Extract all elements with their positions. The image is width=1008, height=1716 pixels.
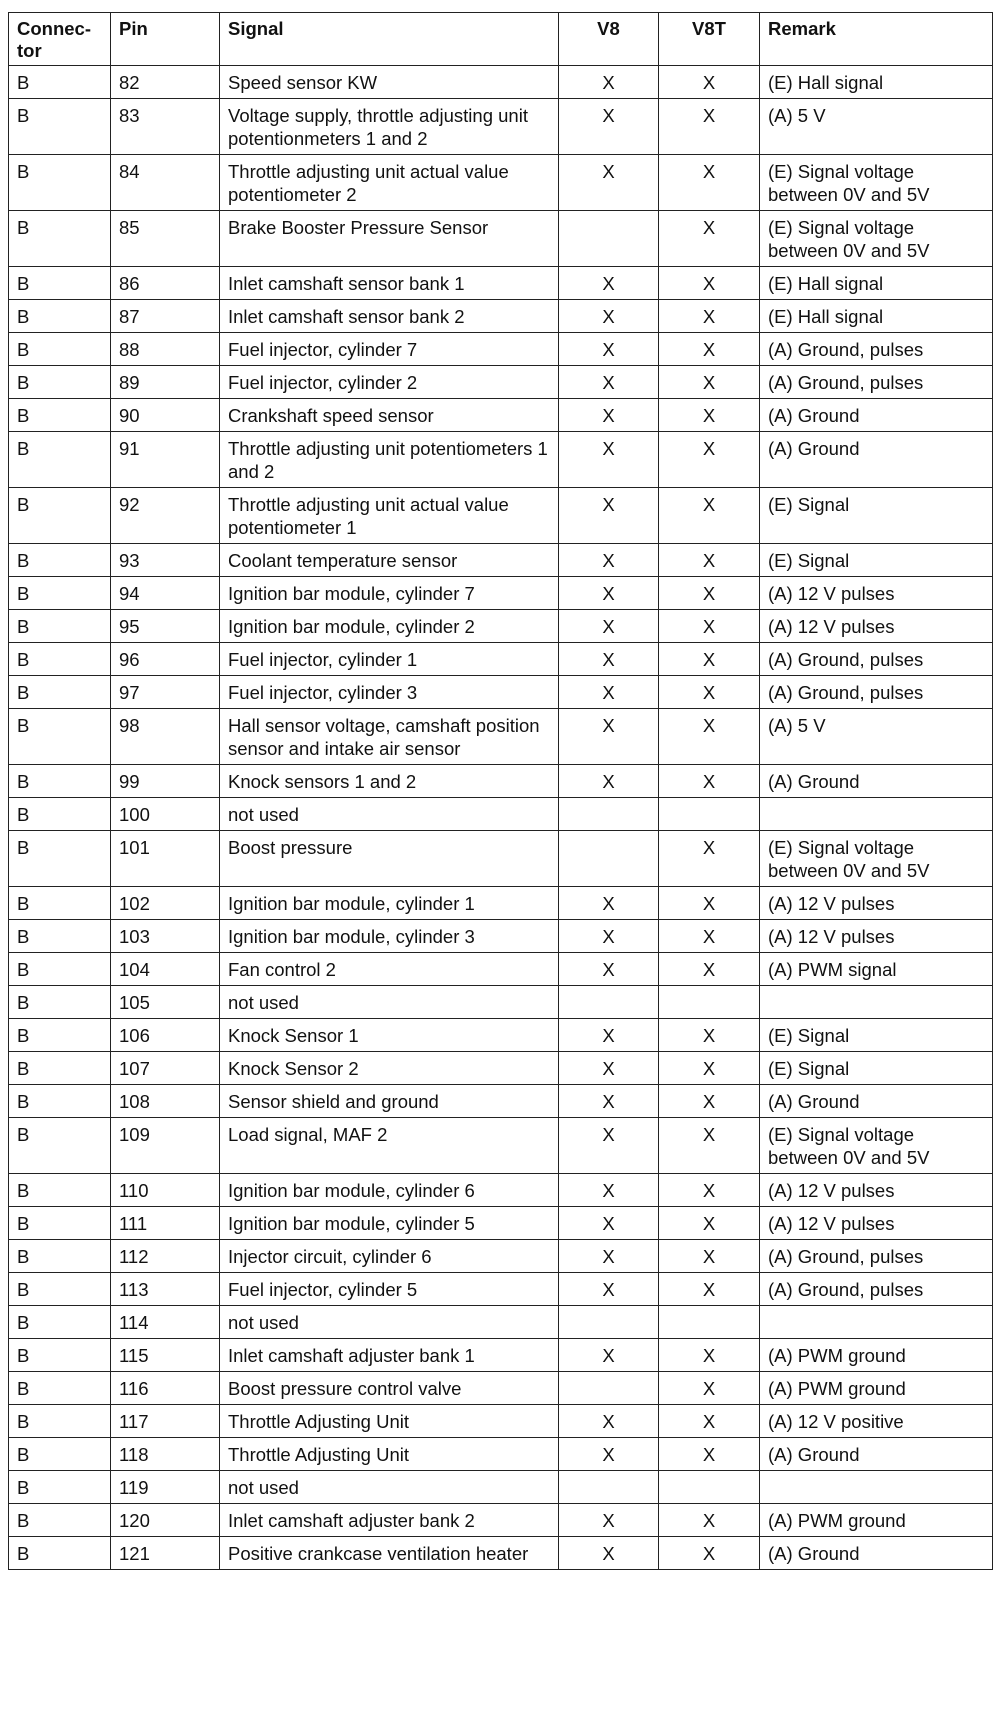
cell-remark: (A) Ground: [760, 1537, 993, 1570]
cell-v8: X: [559, 1537, 659, 1570]
cell-connector: B: [9, 1118, 111, 1174]
table-row: [9, 1471, 993, 1504]
cell-remark: (A) 12 V pulses: [760, 920, 993, 953]
cell-connector: B: [9, 831, 111, 887]
cell-v8t: [659, 986, 760, 1019]
cell-signal: Knock sensors 1 and 2: [220, 765, 559, 798]
cell-connector: B: [9, 1504, 111, 1537]
cell-connector: B: [9, 920, 111, 953]
cell-connector: B: [9, 1537, 111, 1570]
cell-remark: (A) PWM ground: [760, 1372, 993, 1405]
cell-pin: 106: [111, 1019, 220, 1052]
cell-signal: Positive crankcase ventilation heater: [220, 1537, 559, 1570]
cell-v8t: X: [659, 1019, 760, 1052]
cell-v8t: X: [659, 366, 760, 399]
cell-v8t: X: [659, 1118, 760, 1174]
cell-connector: B: [9, 1471, 111, 1504]
table-row: [9, 1372, 993, 1405]
cell-signal: Ignition bar module, cylinder 6: [220, 1174, 559, 1207]
cell-remark: (A) Ground, pulses: [760, 1273, 993, 1306]
table-row: [9, 1405, 993, 1438]
cell-v8: X: [559, 488, 659, 544]
cell-v8: X: [559, 1438, 659, 1471]
cell-v8t: X: [659, 1052, 760, 1085]
cell-v8t: X: [659, 1240, 760, 1273]
cell-remark: (A) Ground, pulses: [760, 1240, 993, 1273]
cell-connector: B: [9, 155, 111, 211]
cell-v8: X: [559, 99, 659, 155]
cell-v8t: [659, 1306, 760, 1339]
cell-connector: B: [9, 643, 111, 676]
cell-signal: Fuel injector, cylinder 7: [220, 333, 559, 366]
cell-v8: X: [559, 1174, 659, 1207]
table-row: [9, 399, 993, 432]
table-row: [9, 765, 993, 798]
cell-remark: (A) 5 V: [760, 709, 993, 765]
cell-remark: (E) Signal: [760, 1019, 993, 1052]
cell-pin: 102: [111, 887, 220, 920]
table-row: [9, 1504, 993, 1537]
table-row: [9, 1019, 993, 1052]
cell-connector: B: [9, 1085, 111, 1118]
cell-v8: [559, 1372, 659, 1405]
cell-v8t: X: [659, 488, 760, 544]
table-row: [9, 1537, 993, 1570]
cell-signal: not used: [220, 1471, 559, 1504]
cell-remark: (E) Hall signal: [760, 66, 993, 99]
cell-v8: X: [559, 1240, 659, 1273]
cell-remark: [760, 1471, 993, 1504]
cell-v8t: X: [659, 643, 760, 676]
cell-connector: B: [9, 267, 111, 300]
cell-v8: X: [559, 1019, 659, 1052]
header-pin: Pin: [111, 13, 220, 66]
cell-pin: 87: [111, 300, 220, 333]
cell-v8: X: [559, 1118, 659, 1174]
table-row: [9, 986, 993, 1019]
cell-connector: B: [9, 1273, 111, 1306]
cell-v8: [559, 831, 659, 887]
cell-remark: (A) 12 V pulses: [760, 577, 993, 610]
cell-signal: Load signal, MAF 2: [220, 1118, 559, 1174]
cell-v8: X: [559, 920, 659, 953]
cell-v8: X: [559, 1504, 659, 1537]
cell-pin: 113: [111, 1273, 220, 1306]
cell-connector: B: [9, 1306, 111, 1339]
cell-remark: (E) Signal: [760, 1052, 993, 1085]
table-row: [9, 366, 993, 399]
cell-signal: Throttle adjusting unit potentiometers 1 and 2: [220, 432, 559, 488]
cell-remark: [760, 1306, 993, 1339]
cell-remark: (E) Signal voltage between 0V and 5V: [760, 831, 993, 887]
cell-connector: B: [9, 1240, 111, 1273]
cell-remark: (A) 12 V pulses: [760, 1207, 993, 1240]
cell-v8: X: [559, 1085, 659, 1118]
cell-connector: B: [9, 887, 111, 920]
cell-connector: B: [9, 1438, 111, 1471]
cell-v8: X: [559, 610, 659, 643]
cell-v8t: X: [659, 920, 760, 953]
cell-connector: B: [9, 798, 111, 831]
cell-connector: B: [9, 300, 111, 333]
table-row: [9, 155, 993, 211]
cell-v8t: X: [659, 1339, 760, 1372]
cell-pin: 109: [111, 1118, 220, 1174]
cell-connector: B: [9, 1372, 111, 1405]
cell-v8t: X: [659, 676, 760, 709]
cell-v8t: X: [659, 432, 760, 488]
table-row: [9, 1085, 993, 1118]
cell-v8t: X: [659, 709, 760, 765]
cell-signal: Ignition bar module, cylinder 3: [220, 920, 559, 953]
cell-v8t: X: [659, 1504, 760, 1537]
cell-connector: B: [9, 211, 111, 267]
cell-connector: B: [9, 66, 111, 99]
cell-v8: X: [559, 643, 659, 676]
cell-connector: B: [9, 953, 111, 986]
cell-signal: Fuel injector, cylinder 3: [220, 676, 559, 709]
cell-remark: (A) Ground: [760, 1085, 993, 1118]
cell-v8: X: [559, 399, 659, 432]
cell-connector: B: [9, 1052, 111, 1085]
cell-remark: (E) Signal voltage between 0V and 5V: [760, 211, 993, 267]
cell-remark: [760, 986, 993, 1019]
cell-v8t: [659, 798, 760, 831]
cell-pin: 82: [111, 66, 220, 99]
cell-v8t: X: [659, 831, 760, 887]
cell-signal: Fuel injector, cylinder 1: [220, 643, 559, 676]
cell-signal: Throttle adjusting unit actual value potentiometer 2: [220, 155, 559, 211]
cell-signal: Boost pressure: [220, 831, 559, 887]
cell-remark: (A) 5 V: [760, 99, 993, 155]
cell-signal: Knock Sensor 2: [220, 1052, 559, 1085]
cell-pin: 120: [111, 1504, 220, 1537]
cell-pin: 104: [111, 953, 220, 986]
cell-v8: X: [559, 709, 659, 765]
table-header: [9, 13, 993, 66]
cell-signal: Throttle Adjusting Unit: [220, 1438, 559, 1471]
cell-signal: Crankshaft speed sensor: [220, 399, 559, 432]
table-row: [9, 1052, 993, 1085]
cell-v8: [559, 986, 659, 1019]
cell-remark: (A) PWM ground: [760, 1339, 993, 1372]
cell-v8t: X: [659, 1372, 760, 1405]
table-row: [9, 1207, 993, 1240]
header-row: [9, 13, 993, 66]
cell-remark: (E) Signal voltage between 0V and 5V: [760, 155, 993, 211]
cell-pin: 103: [111, 920, 220, 953]
cell-pin: 85: [111, 211, 220, 267]
cell-remark: (E) Hall signal: [760, 267, 993, 300]
cell-pin: 88: [111, 333, 220, 366]
cell-signal: Injector circuit, cylinder 6: [220, 1240, 559, 1273]
cell-signal: Boost pressure control valve: [220, 1372, 559, 1405]
header-v8t: V8T: [659, 13, 760, 66]
cell-v8t: X: [659, 99, 760, 155]
cell-pin: 118: [111, 1438, 220, 1471]
cell-remark: (E) Signal: [760, 544, 993, 577]
table-row: [9, 300, 993, 333]
header-remark: Remark: [760, 13, 993, 66]
cell-pin: 91: [111, 432, 220, 488]
cell-signal: not used: [220, 798, 559, 831]
cell-pin: 119: [111, 1471, 220, 1504]
header-connector: Connec- tor: [9, 13, 111, 66]
table-body: [9, 66, 993, 1570]
cell-signal: Fuel injector, cylinder 2: [220, 366, 559, 399]
cell-remark: (A) Ground: [760, 432, 993, 488]
cell-pin: 114: [111, 1306, 220, 1339]
cell-remark: (A) Ground: [760, 1438, 993, 1471]
cell-v8: X: [559, 1052, 659, 1085]
cell-pin: 95: [111, 610, 220, 643]
cell-v8t: X: [659, 544, 760, 577]
cell-connector: B: [9, 1174, 111, 1207]
cell-pin: 83: [111, 99, 220, 155]
cell-pin: 98: [111, 709, 220, 765]
cell-remark: [760, 798, 993, 831]
cell-remark: (A) 12 V pulses: [760, 887, 993, 920]
table-row: [9, 1240, 993, 1273]
cell-remark: (E) Signal: [760, 488, 993, 544]
cell-v8: X: [559, 765, 659, 798]
cell-v8: X: [559, 66, 659, 99]
cell-remark: (A) Ground, pulses: [760, 333, 993, 366]
cell-pin: 117: [111, 1405, 220, 1438]
cell-remark: (A) 12 V positive: [760, 1405, 993, 1438]
cell-connector: B: [9, 676, 111, 709]
cell-pin: 89: [111, 366, 220, 399]
table-row: [9, 1438, 993, 1471]
table-row: [9, 676, 993, 709]
cell-signal: Ignition bar module, cylinder 7: [220, 577, 559, 610]
cell-v8t: X: [659, 577, 760, 610]
table-row: [9, 211, 993, 267]
table-row: [9, 831, 993, 887]
cell-v8t: X: [659, 1174, 760, 1207]
table-row: [9, 709, 993, 765]
cell-connector: B: [9, 99, 111, 155]
cell-signal: Inlet camshaft adjuster bank 2: [220, 1504, 559, 1537]
cell-v8t: X: [659, 1405, 760, 1438]
cell-signal: Speed sensor KW: [220, 66, 559, 99]
cell-connector: B: [9, 1207, 111, 1240]
cell-pin: 108: [111, 1085, 220, 1118]
cell-signal: Ignition bar module, cylinder 5: [220, 1207, 559, 1240]
cell-remark: (A) Ground, pulses: [760, 676, 993, 709]
cell-v8: X: [559, 577, 659, 610]
cell-signal: Hall sensor voltage, camshaft position sensor and intake air sensor: [220, 709, 559, 765]
table-row: [9, 267, 993, 300]
cell-pin: 115: [111, 1339, 220, 1372]
cell-signal: Fan control 2: [220, 953, 559, 986]
cell-signal: Sensor shield and ground: [220, 1085, 559, 1118]
cell-pin: 90: [111, 399, 220, 432]
cell-v8: X: [559, 366, 659, 399]
cell-pin: 86: [111, 267, 220, 300]
cell-pin: 107: [111, 1052, 220, 1085]
cell-v8: X: [559, 953, 659, 986]
table-row: [9, 953, 993, 986]
cell-pin: 84: [111, 155, 220, 211]
cell-signal: Knock Sensor 1: [220, 1019, 559, 1052]
cell-signal: Coolant temperature sensor: [220, 544, 559, 577]
cell-pin: 116: [111, 1372, 220, 1405]
cell-connector: B: [9, 577, 111, 610]
cell-signal: not used: [220, 1306, 559, 1339]
cell-signal: Ignition bar module, cylinder 2: [220, 610, 559, 643]
table-row: [9, 610, 993, 643]
cell-v8: [559, 798, 659, 831]
cell-v8t: X: [659, 333, 760, 366]
cell-pin: 99: [111, 765, 220, 798]
cell-pin: 97: [111, 676, 220, 709]
cell-signal: Ignition bar module, cylinder 1: [220, 887, 559, 920]
table-row: [9, 544, 993, 577]
table-row: [9, 1174, 993, 1207]
cell-signal: Throttle adjusting unit actual value potentiometer 1: [220, 488, 559, 544]
cell-remark: (A) PWM ground: [760, 1504, 993, 1537]
cell-v8t: X: [659, 267, 760, 300]
cell-v8t: X: [659, 887, 760, 920]
cell-remark: (E) Hall signal: [760, 300, 993, 333]
cell-remark: (A) PWM signal: [760, 953, 993, 986]
table-row: [9, 488, 993, 544]
cell-pin: 105: [111, 986, 220, 1019]
cell-signal: Throttle Adjusting Unit: [220, 1405, 559, 1438]
cell-remark: (A) 12 V pulses: [760, 1174, 993, 1207]
cell-signal: Voltage supply, throttle adjusting unit potentionmeters 1 and 2: [220, 99, 559, 155]
header-signal: Signal: [220, 13, 559, 66]
cell-connector: B: [9, 488, 111, 544]
cell-pin: 111: [111, 1207, 220, 1240]
cell-v8t: X: [659, 765, 760, 798]
cell-v8t: X: [659, 155, 760, 211]
cell-pin: 112: [111, 1240, 220, 1273]
cell-v8t: X: [659, 66, 760, 99]
cell-remark: (A) Ground, pulses: [760, 366, 993, 399]
cell-v8t: X: [659, 610, 760, 643]
cell-v8: [559, 1306, 659, 1339]
cell-connector: B: [9, 544, 111, 577]
cell-pin: 100: [111, 798, 220, 831]
table-row: [9, 66, 993, 99]
cell-v8t: X: [659, 1207, 760, 1240]
cell-pin: 94: [111, 577, 220, 610]
pin-assignment-table: [8, 12, 993, 1570]
cell-connector: B: [9, 610, 111, 643]
cell-connector: B: [9, 399, 111, 432]
cell-v8t: X: [659, 1537, 760, 1570]
cell-pin: 92: [111, 488, 220, 544]
cell-connector: B: [9, 1019, 111, 1052]
cell-v8t: X: [659, 1273, 760, 1306]
cell-v8t: X: [659, 211, 760, 267]
cell-remark: (A) 12 V pulses: [760, 610, 993, 643]
table-row: [9, 643, 993, 676]
cell-signal: Brake Booster Pressure Sensor: [220, 211, 559, 267]
table-row: [9, 99, 993, 155]
table-row: [9, 432, 993, 488]
cell-v8: X: [559, 676, 659, 709]
cell-remark: (A) Ground: [760, 399, 993, 432]
cell-v8: X: [559, 1207, 659, 1240]
table-row: [9, 887, 993, 920]
cell-v8: [559, 1471, 659, 1504]
cell-v8: X: [559, 333, 659, 366]
cell-connector: B: [9, 709, 111, 765]
cell-pin: 110: [111, 1174, 220, 1207]
table-row: [9, 1273, 993, 1306]
table-row: [9, 798, 993, 831]
cell-v8: X: [559, 432, 659, 488]
table-row: [9, 1306, 993, 1339]
cell-connector: B: [9, 986, 111, 1019]
cell-v8t: X: [659, 300, 760, 333]
cell-v8: [559, 211, 659, 267]
table-row: [9, 920, 993, 953]
header-v8: V8: [559, 13, 659, 66]
cell-pin: 121: [111, 1537, 220, 1570]
cell-pin: 96: [111, 643, 220, 676]
cell-signal: Inlet camshaft adjuster bank 1: [220, 1339, 559, 1372]
cell-signal: Fuel injector, cylinder 5: [220, 1273, 559, 1306]
cell-v8: X: [559, 1339, 659, 1372]
cell-remark: (A) Ground: [760, 765, 993, 798]
cell-v8: X: [559, 887, 659, 920]
table-row: [9, 333, 993, 366]
cell-pin: 101: [111, 831, 220, 887]
cell-v8: X: [559, 1405, 659, 1438]
cell-connector: B: [9, 1339, 111, 1372]
cell-signal: Inlet camshaft sensor bank 1: [220, 267, 559, 300]
cell-remark: (E) Signal voltage between 0V and 5V: [760, 1118, 993, 1174]
cell-connector: B: [9, 366, 111, 399]
table-row: [9, 1118, 993, 1174]
cell-v8: X: [559, 155, 659, 211]
cell-v8: X: [559, 1273, 659, 1306]
table-row: [9, 1339, 993, 1372]
cell-pin: 93: [111, 544, 220, 577]
cell-v8t: X: [659, 399, 760, 432]
cell-v8t: X: [659, 1438, 760, 1471]
cell-connector: B: [9, 333, 111, 366]
cell-connector: B: [9, 765, 111, 798]
cell-v8t: X: [659, 953, 760, 986]
cell-v8: X: [559, 544, 659, 577]
cell-connector: B: [9, 432, 111, 488]
cell-remark: (A) Ground, pulses: [760, 643, 993, 676]
cell-v8t: [659, 1471, 760, 1504]
cell-signal: not used: [220, 986, 559, 1019]
table-row: [9, 577, 993, 610]
cell-signal: Inlet camshaft sensor bank 2: [220, 300, 559, 333]
cell-connector: B: [9, 1405, 111, 1438]
cell-v8t: X: [659, 1085, 760, 1118]
cell-v8: X: [559, 267, 659, 300]
cell-v8: X: [559, 300, 659, 333]
